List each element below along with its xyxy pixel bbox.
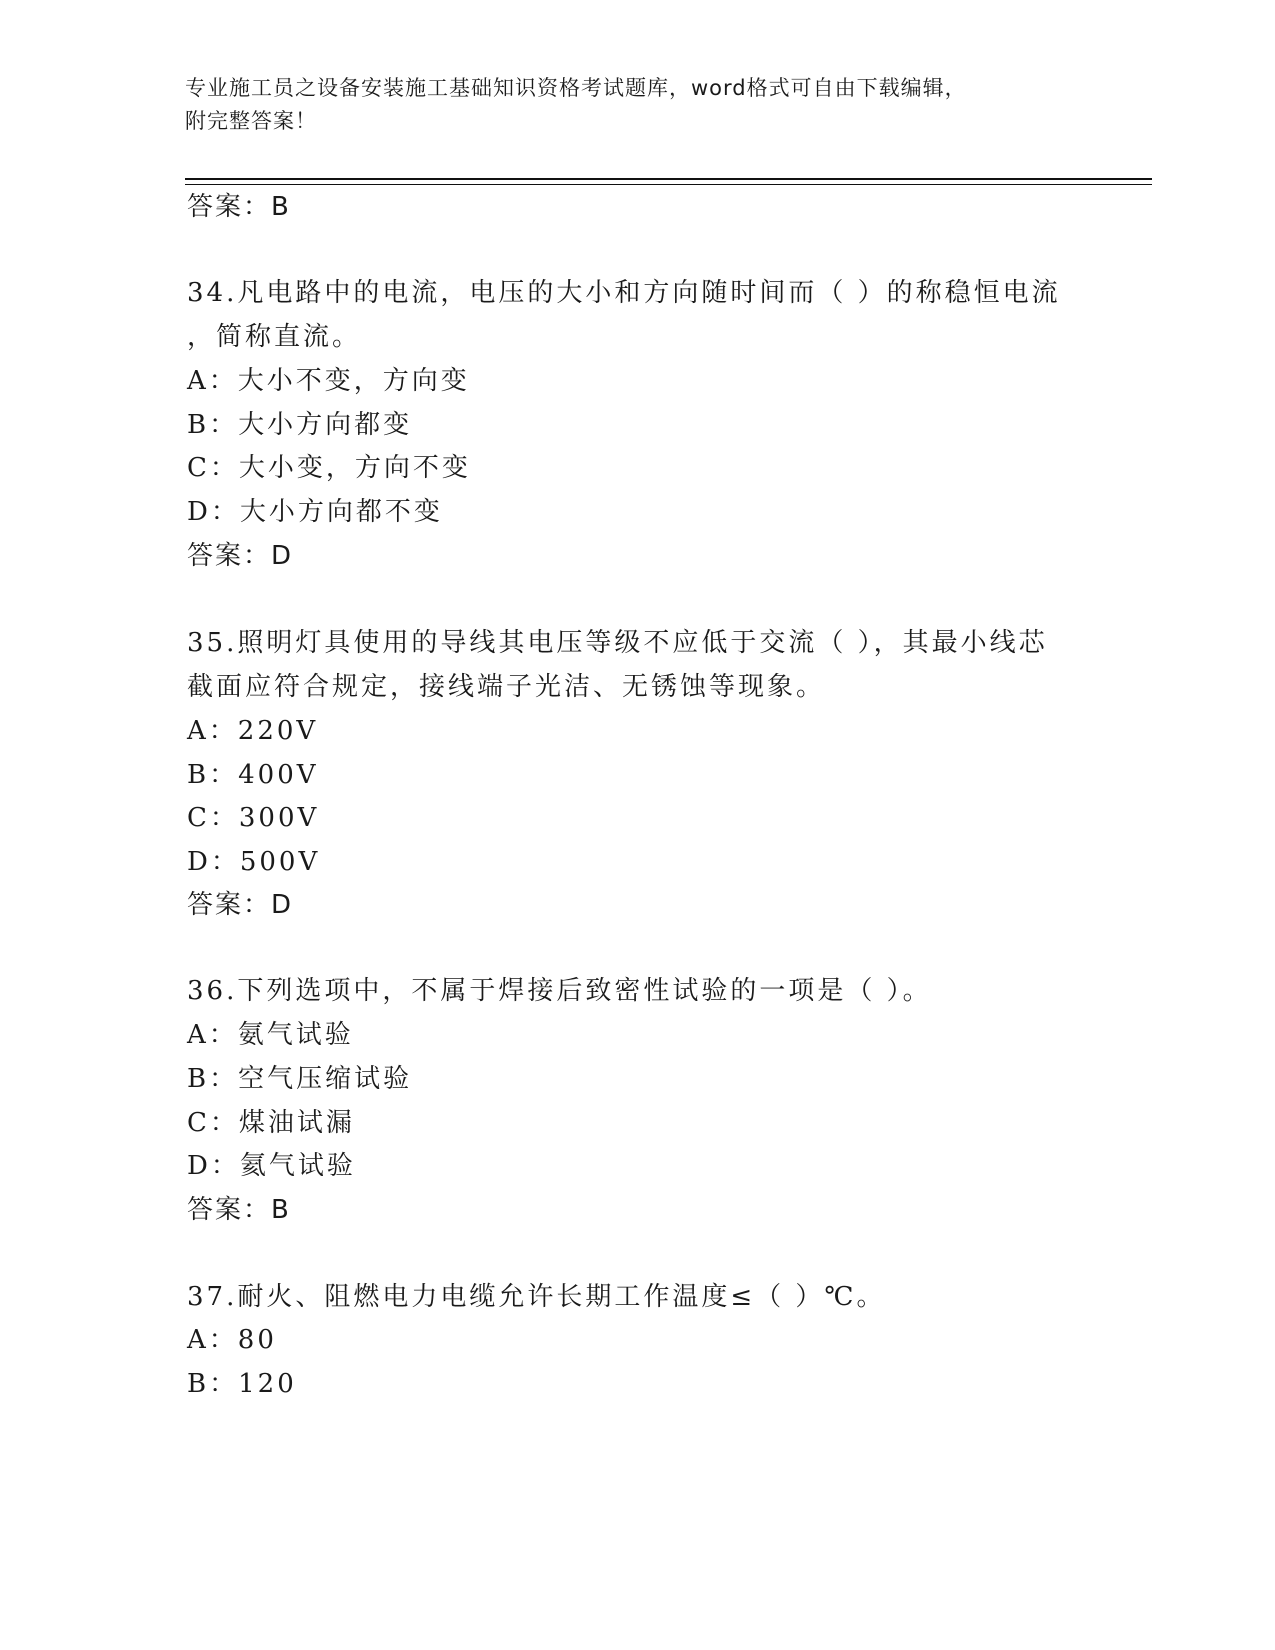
header-line-2: 附完整答案！ (185, 109, 317, 133)
question-35-option-c: C：300V (187, 803, 320, 833)
header-divider-thick (185, 178, 1152, 180)
previous-answer: 答案：B (187, 192, 291, 222)
question-35-option-a: A：220V (187, 716, 319, 746)
question-35-option-d: D：500V (187, 847, 321, 877)
question-36-option-b: B：空气压缩试验 (187, 1064, 413, 1094)
question-34-stem-line-2: ，简称直流。 (187, 322, 362, 352)
question-35-answer: 答案：D (187, 890, 294, 920)
question-34-option-b: B：大小方向都变 (187, 410, 413, 440)
question-36-option-c: C：煤油试漏 (187, 1108, 355, 1138)
question-34-option-a: A：大小不变，方向变 (187, 366, 470, 396)
question-36-option-d: D：氦气试验 (187, 1151, 356, 1181)
question-36-option-a: A：氨气试验 (187, 1020, 354, 1050)
header-divider-thin (185, 184, 1152, 185)
question-35-stem-line-2: 截面应符合规定，接线端子光洁、无锈蚀等现象。 (187, 672, 826, 702)
question-34-stem-line-1: 34.凡电路中的电流，电压的大小和方向随时间而（ ）的称稳恒电流 (187, 278, 1061, 308)
question-37-option-a: A：80 (187, 1325, 277, 1355)
question-35-stem-line-1: 35.照明灯具使用的导线其电压等级不应低于交流（ ），其最小线芯 (187, 628, 1048, 658)
question-34-option-d: D：大小方向都不变 (187, 497, 443, 527)
header-line-1: 专业施工员之设备安装施工基础知识资格考试题库，word格式可自由下载编辑， (185, 76, 967, 100)
question-34-option-c: C：大小变，方向不变 (187, 453, 471, 483)
question-37-stem-line-1: 37.耐火、阻燃电力电缆允许长期工作温度≤（ ）℃。 (187, 1282, 886, 1312)
question-35-option-b: B：400V (187, 760, 319, 790)
question-37-option-b: B：120 (187, 1369, 297, 1399)
question-36-answer: 答案：B (187, 1195, 291, 1225)
document-header (185, 72, 1075, 138)
question-36-stem-line-1: 36.下列选项中，不属于焊接后致密性试验的一项是（ ）。 (187, 976, 932, 1006)
question-34-answer: 答案：D (187, 541, 294, 571)
